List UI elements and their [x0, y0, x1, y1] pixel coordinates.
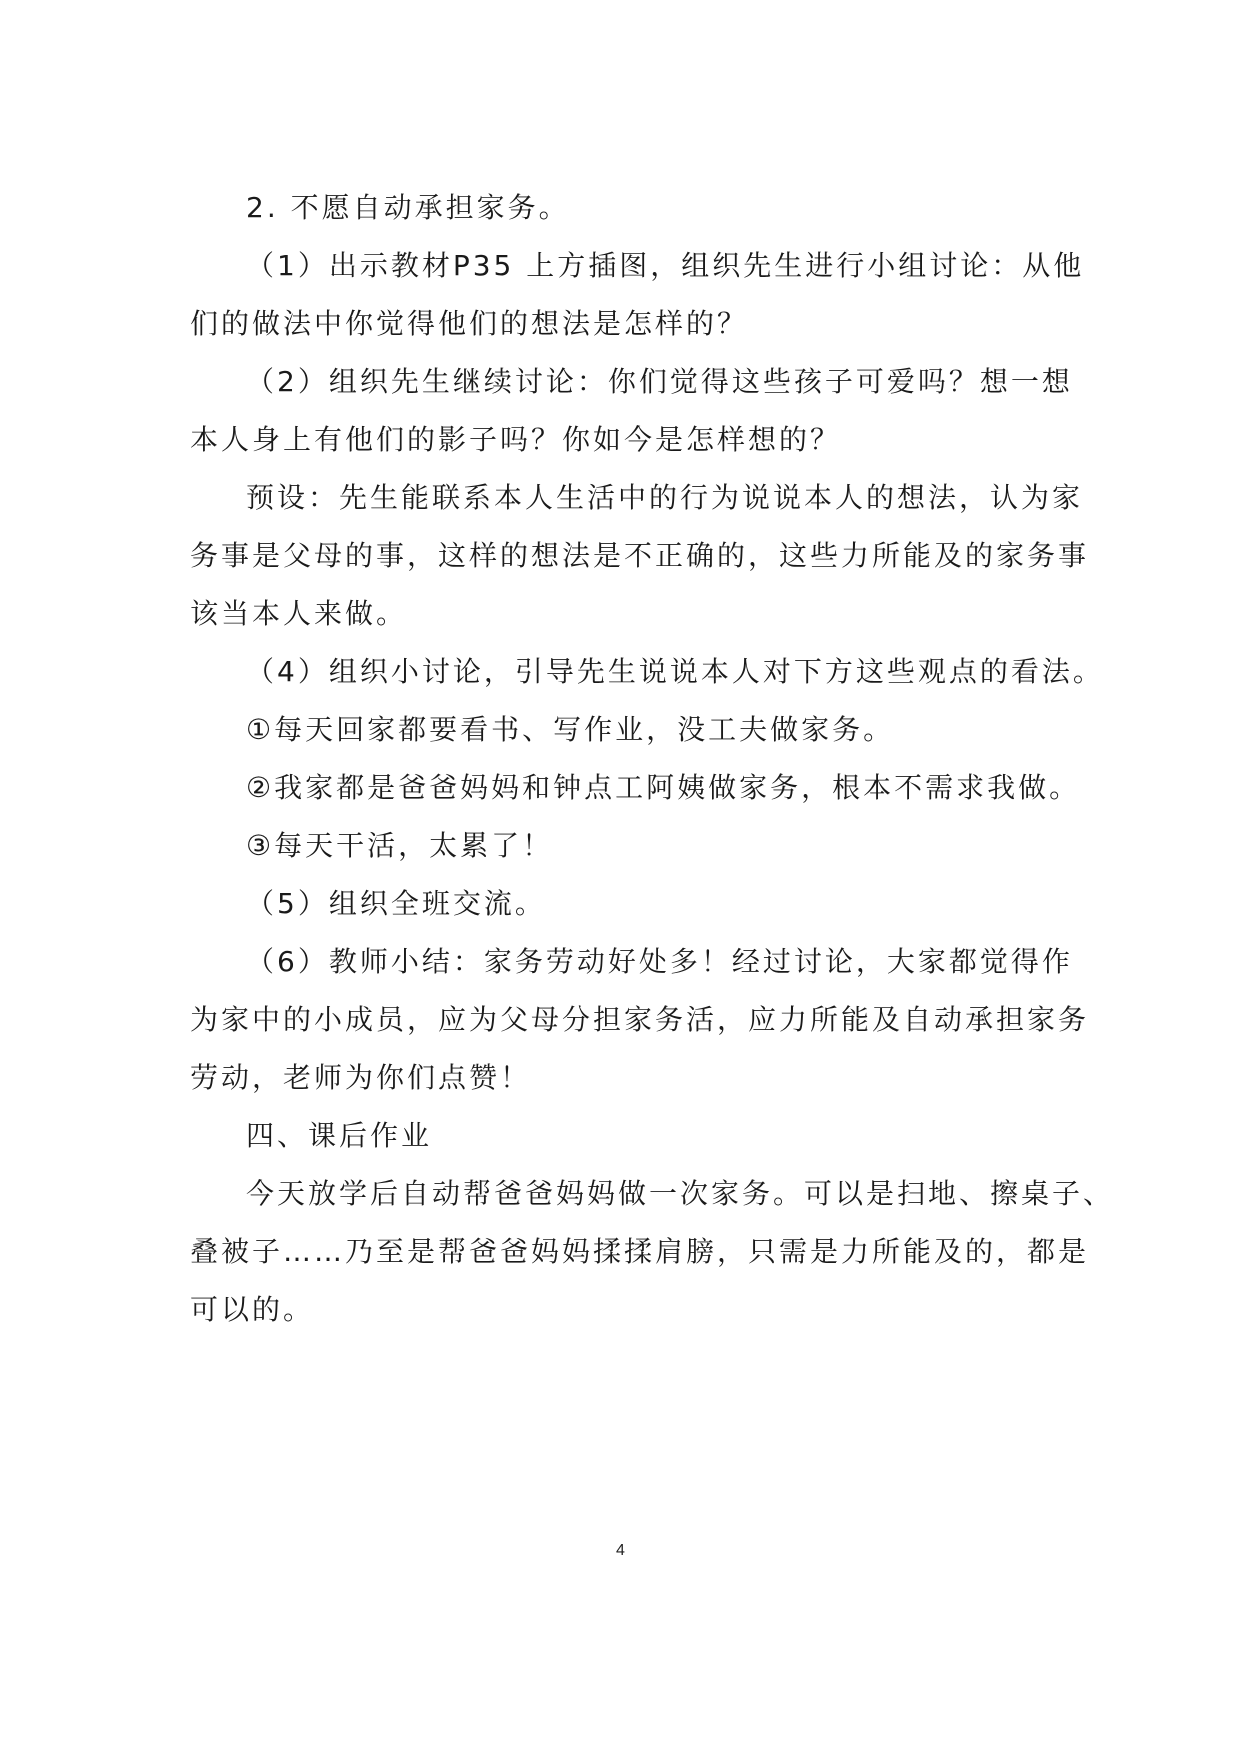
paragraph-7-line-3: 可以的。: [190, 1293, 315, 1326]
list-item-3: ③每天干活，太累了！: [246, 829, 554, 862]
list-item-2: ②我家都是爸爸妈妈和钟点工阿姨做家务，根本不需求我做。: [246, 771, 1081, 804]
paragraph-5-line-1: （5）组织全班交流。: [246, 887, 546, 920]
heading-2: 2. 不愿自动承担家务。: [246, 191, 570, 224]
section-heading-homework: 四、课后作业: [246, 1119, 433, 1152]
paragraph-6-line-2: 为家中的小成员，应为父母分担家务活，应力所能及自动承担家务: [190, 1003, 1090, 1036]
paragraph-3-line-1: 预设：先生能联系本人生活中的行为说说本人的想法，认为家: [246, 481, 1084, 514]
page-number: 4: [616, 1542, 625, 1559]
paragraph-7-line-1: 今天放学后自动帮爸爸妈妈做一次家务。可以是扫地、擦桌子、: [246, 1177, 1115, 1210]
paragraph-7-line-2: 叠被子……乃至是帮爸爸妈妈揉揉肩膀，只需是力所能及的，都是: [190, 1235, 1090, 1268]
paragraph-1-line-1: （1）出示教材P35 上方插图，组织先生进行小组讨论：从他: [246, 249, 1085, 282]
paragraph-6-line-3: 劳动，老师为你们点赞！: [190, 1061, 532, 1094]
list-item-1: ①每天回家都要看书、写作业，没工夫做家务。: [246, 713, 895, 746]
paragraph-2-line-2: 本人身上有他们的影子吗？你如今是怎样想的？: [190, 423, 842, 456]
paragraph-1-line-2: 们的做法中你觉得他们的想法是怎样的？: [190, 307, 749, 340]
paragraph-4-line-1: （4）组织小讨论，引导先生说说本人对下方这些观点的看法。: [246, 655, 1104, 688]
paragraph-3-line-3: 该当本人来做。: [190, 597, 408, 630]
paragraph-2-line-1: （2）组织先生继续讨论：你们觉得这些孩子可爱吗？想一想: [246, 365, 1073, 398]
paragraph-3-line-2: 务事是父母的事，这样的想法是不正确的，这些力所能及的家务事: [190, 539, 1090, 572]
paragraph-6-line-1: （6）教师小结：家务劳动好处多！经过讨论，大家都觉得作: [246, 945, 1073, 978]
